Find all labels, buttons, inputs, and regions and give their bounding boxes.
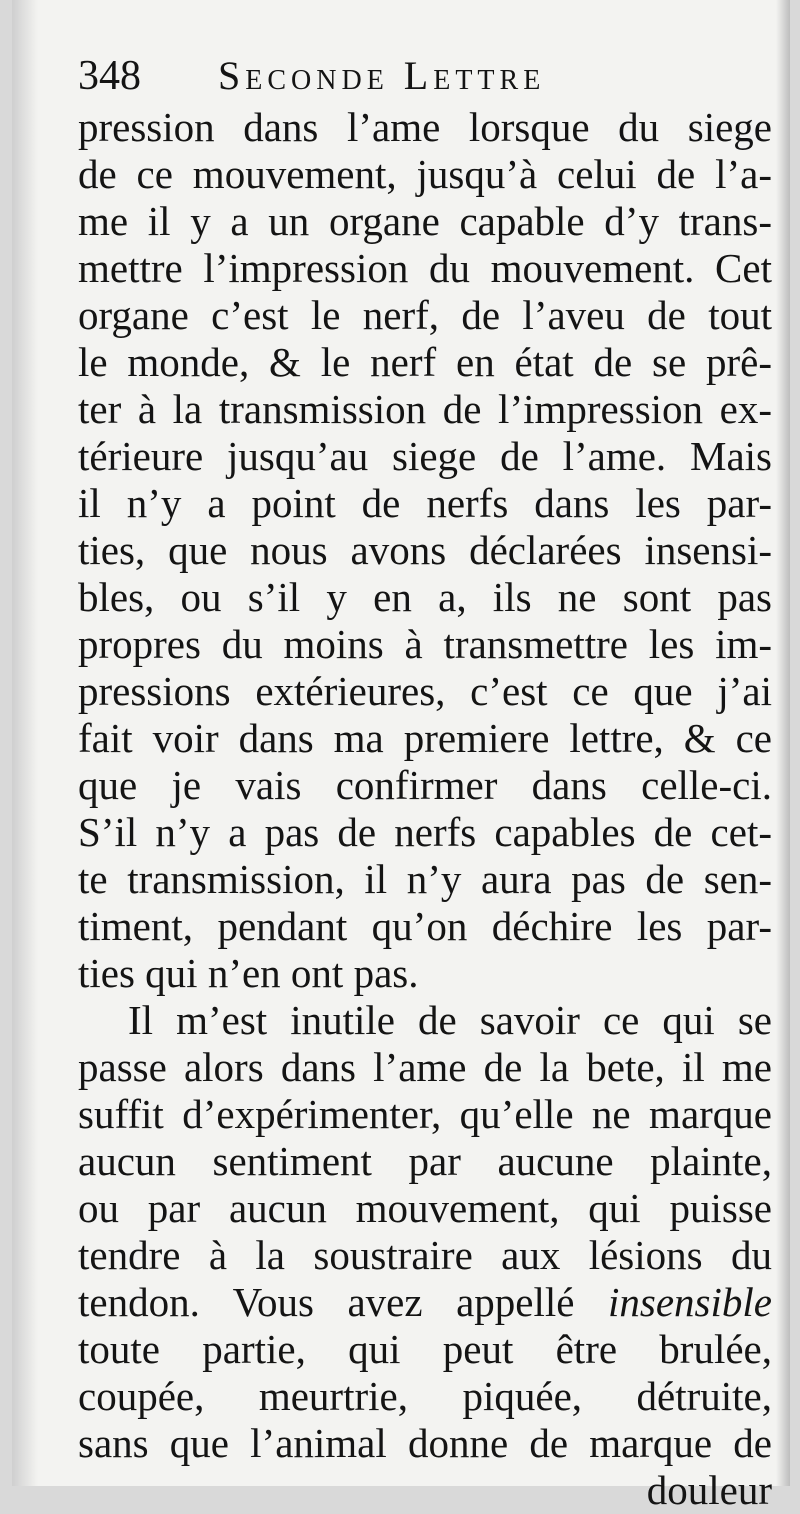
italic-word: insensible bbox=[608, 1279, 772, 1325]
text-line: aucun sentiment par aucune plainte, bbox=[78, 1138, 772, 1184]
text-line: pression dans l’ame lorsque du siege bbox=[78, 104, 772, 150]
page-header bbox=[78, 48, 668, 104]
text-line: me il y a un organe capable d’y trans- bbox=[78, 198, 772, 244]
text-line: mettre l’impression du mouvement. Cet bbox=[78, 245, 772, 291]
text-line: ter à la transmission de l’impression ex- bbox=[78, 386, 772, 432]
text-line: térieure jusqu’au siege de l’ame. Mais bbox=[78, 433, 772, 479]
text-line: sans que l’animal donne de marque de bbox=[78, 1420, 772, 1466]
text-line: fait voir dans ma premiere lettre, & ce bbox=[78, 715, 772, 761]
text-line: tendre à la soustraire aux lésions du bbox=[78, 1232, 772, 1278]
text-line: S’il n’y a pas de nerfs capables de cet- bbox=[78, 809, 772, 855]
page-edge-shadow bbox=[776, 0, 790, 1486]
catchword: douleur bbox=[646, 1467, 772, 1513]
page-gutter-shadow bbox=[12, 0, 38, 1486]
text-line: ou par aucun mouvement, qui puisse bbox=[78, 1185, 772, 1231]
text-line-with-italic bbox=[78, 1279, 772, 1326]
body-text bbox=[78, 104, 772, 1514]
text-line: de ce mouvement, jusqu’à celui de l’a- bbox=[78, 151, 772, 197]
running-head: Seconde Lettre bbox=[218, 53, 546, 98]
page-number: 348 bbox=[78, 53, 141, 99]
text-line: que je vais confirmer dans celle-ci. bbox=[78, 762, 772, 808]
text-line: propres du moins à transmettre les im- bbox=[78, 621, 772, 667]
text-line: il n’y a point de nerfs dans les par- bbox=[78, 480, 772, 526]
text-line: coupée, meurtrie, piquée, détruite, bbox=[78, 1373, 772, 1419]
text-line: bles, ou s’il y en a, ils ne sont pas bbox=[78, 574, 772, 620]
text-line: organe c’est le nerf, de l’aveu de tout bbox=[78, 292, 772, 338]
text-line: le monde, & le nerf en état de se prê- bbox=[78, 339, 772, 385]
text-line: ties, que nous avons déclarées insensi- bbox=[78, 527, 772, 573]
text-line: timent, pendant qu’on déchire les par- bbox=[78, 903, 772, 949]
text-line: suffit d’expérimenter, qu’elle ne marque bbox=[78, 1091, 772, 1137]
text-line: te transmission, il n’y aura pas de sen- bbox=[78, 856, 772, 902]
text-line: toute partie, qui peut être brulée, bbox=[78, 1326, 772, 1372]
text-line: pressions extérieures, c’est ce que j’ai bbox=[78, 668, 772, 714]
book-page bbox=[12, 0, 790, 1513]
text-line: Il m’est inutile de savoir ce qui se bbox=[128, 997, 772, 1043]
text-line: ties qui n’en ont pas. bbox=[78, 950, 419, 996]
text-line: passe alors dans l’ame de la bete, il me bbox=[78, 1044, 772, 1090]
text-line-prefix: tendon. Vous avez appellé bbox=[78, 1279, 575, 1325]
